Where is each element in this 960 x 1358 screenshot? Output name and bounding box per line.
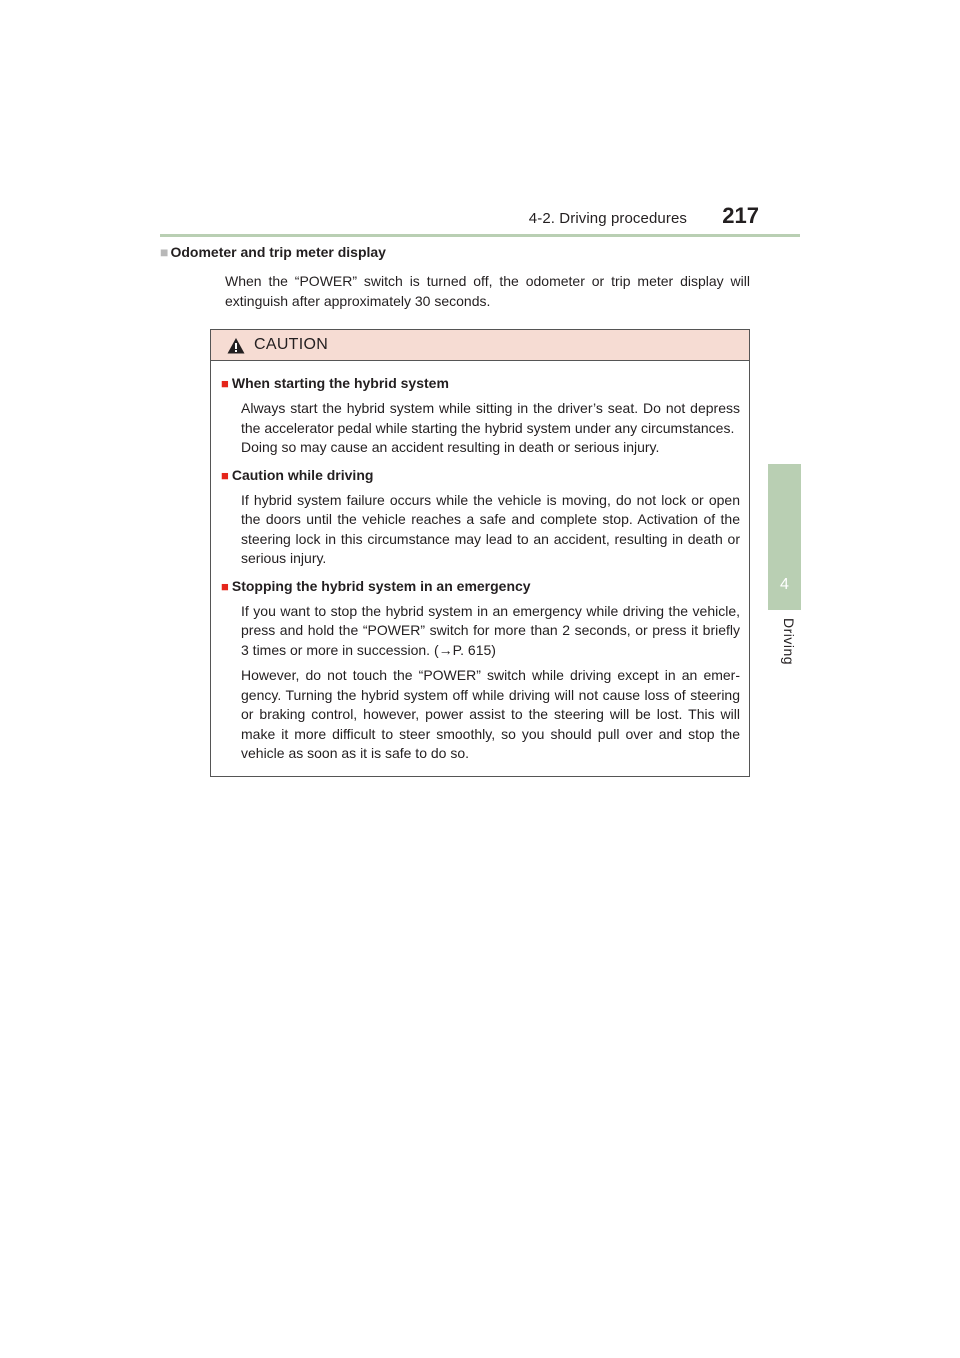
caution-item xyxy=(221,465,740,569)
caution-item-paragraph: If hybrid system failure occurs while the vehicle is moving, do not lock or open the doors until the vehicle reaches a safe and complete stop. Activation of the steering lock in this circumstance may lead to an accident, resulting in death or serious injury. xyxy=(241,491,740,566)
topic-heading-row xyxy=(160,244,750,262)
caution-item-heading-row xyxy=(221,465,740,486)
caution-item-heading: When starting the hybrid system xyxy=(231,375,449,391)
caution-box xyxy=(210,329,750,777)
red-square-bullet-icon: ■ xyxy=(221,578,229,594)
chapter-number: 4 xyxy=(780,576,789,593)
topic-paragraph: When the “POWER” switch is turned off, the odometer or trip meter display will extinguish after approximately 30 seconds. xyxy=(225,273,750,309)
caution-title: CAUTION xyxy=(254,336,329,353)
caution-item xyxy=(221,576,740,764)
page-header xyxy=(160,200,800,237)
caution-item-paragraph: However, do not touch the “POWER” switch while driving except in an emer-gency. Turning the hybrid system off while driving will not cause loss of steering or braking control, however, power assist to the steering will be lost. This will make it more difficult to steer smoothly, so you should pull over and stop the vehicle as soon as it is safe to do so. xyxy=(241,667,740,761)
caution-item-paragraph: Always start the hybrid system while sitting in the driver’s seat. Do not depress the accelerator pedal while starting the hybrid system under any circumstances. Doing so may cause an accident resulting in death or serious injury. xyxy=(241,400,740,455)
warning-triangle-icon xyxy=(227,337,245,355)
section-title: 4-2. Driving procedures xyxy=(528,210,687,227)
caution-item-heading: Stopping the hybrid system in an emergency xyxy=(231,577,531,594)
caution-item-heading-row xyxy=(221,373,740,394)
chapter-tab xyxy=(768,464,801,610)
caution-item-heading-row xyxy=(221,576,740,597)
caution-header xyxy=(211,330,749,361)
odometer-topic xyxy=(160,244,750,311)
caution-body xyxy=(211,361,749,764)
caution-item-heading: Caution while driving xyxy=(231,466,374,483)
topic-heading: Odometer and trip meter display xyxy=(170,244,386,260)
caution-item xyxy=(221,373,740,458)
chapter-label: Driving xyxy=(781,618,797,666)
page-number: 217 xyxy=(722,203,759,228)
square-bullet-icon: ■ xyxy=(160,244,169,260)
red-square-bullet-icon: ■ xyxy=(221,467,229,483)
red-square-bullet-icon: ■ xyxy=(221,376,229,391)
caution-item-paragraph: If you want to stop the hybrid system in an emergency while driving the vehicle, press and hold the “POWER” switch for more than 2 seconds, or press it briefly 3 times or more in succession. (→P. 615) xyxy=(241,602,740,658)
